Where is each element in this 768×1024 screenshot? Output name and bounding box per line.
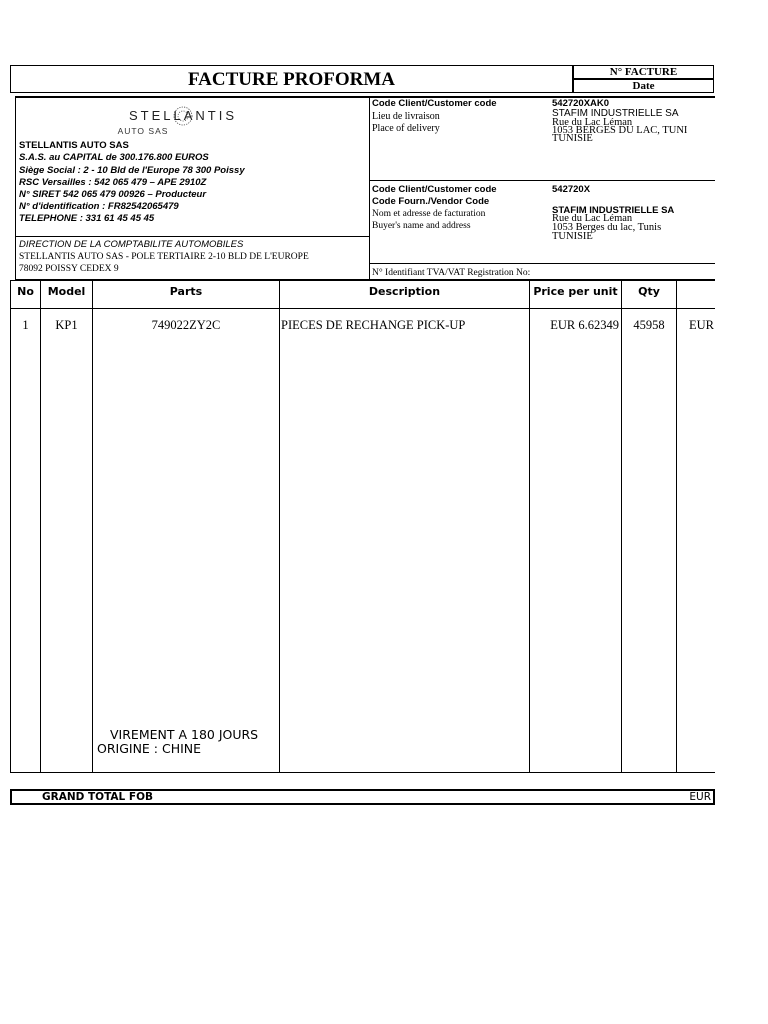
seller-line-3: RSC Versailles : 542 065 479 – APE 2910Z	[19, 177, 207, 188]
billing-name: STAFIM INDUSTRIELLE SA	[552, 205, 675, 216]
date-label: Date	[573, 79, 714, 93]
row-description: PIECES DE RECHANGE PICK-UP	[281, 318, 466, 332]
billing-buyer-label: Buyer's name and address	[372, 221, 471, 231]
delivery-country: TUNISIE	[552, 133, 593, 144]
row-price: EUR 6.62349	[550, 318, 619, 332]
seller-address-1: STELLANTIS AUTO SAS - POLE TERTIAIRE 2-10 BLD DE L'EUROPE	[19, 252, 309, 262]
seller-line-2: Siège Social : 2 - 10 Bld de l'Europe 78 300 Poissy	[19, 165, 245, 176]
delivery-place-label: Place of delivery	[372, 123, 440, 134]
header-block	[15, 96, 715, 280]
grand-total-currency: EUR	[689, 791, 711, 803]
delivery-name: STAFIM INDUSTRIELLE SA	[552, 108, 679, 119]
col-header-description: Description	[368, 285, 441, 298]
delivery-lieu-label: Lieu de livraison	[372, 111, 440, 122]
billing-code-label: Code Client/Customer code	[372, 184, 497, 195]
row-no: 1	[22, 318, 29, 332]
billing-city: 1053 Berges du lac, Tunis	[552, 222, 662, 233]
seller-company: STELLANTIS AUTO SAS	[19, 140, 129, 151]
row-qty: 45958	[633, 318, 665, 332]
col-header-parts: Parts	[169, 285, 203, 298]
delivery-code-value: 542720XAK0	[552, 98, 610, 109]
billing-nom-label: Nom et adresse de facturation	[372, 209, 486, 219]
page-title: FACTURE PROFORMA	[10, 65, 573, 93]
seller-line-6: TELEPHONE : 331 61 45 45 45	[19, 213, 155, 224]
delivery-street: Rue du Lac Léman	[552, 117, 633, 128]
billing-street: Rue du Lac Léman	[552, 213, 633, 224]
billing-vendor-label: Code Fourn./Vendor Code	[372, 196, 490, 207]
grand-total-label: GRAND TOTAL FOB	[42, 791, 153, 803]
seller-line-4: N° SIRET 542 065 479 00926 – Producteur	[19, 189, 207, 200]
delivery-code-label: Code Client/Customer code	[372, 98, 497, 109]
logo-subtitle: AUTO SAS	[117, 126, 169, 136]
delivery-city: 1053 BERGES DU LAC, TUNI	[552, 126, 688, 136]
seller-line-5: N° d'identification : FR82542065479	[19, 201, 179, 212]
col-header-price: Price per unit	[533, 285, 618, 298]
seller-line-1: S.A.S. au CAPITAL de 300.176.800 EUROS	[19, 152, 209, 163]
row-model: KP1	[55, 318, 78, 332]
row-parts: 749022ZY2C	[151, 318, 221, 332]
col-header-no: No	[17, 285, 34, 298]
note-origin: ORIGINE : CHINE	[97, 741, 202, 756]
vat-label: N° Identifiant TVA/VAT Registration No:	[372, 268, 531, 278]
row-total: EUR	[689, 318, 714, 332]
col-header-qty: Qty	[638, 285, 660, 298]
grand-total-row	[10, 789, 715, 805]
col-header-model: Model	[47, 285, 86, 298]
invoice-number-label: N° FACTURE	[573, 65, 714, 79]
billing-code-value: 542720X	[552, 184, 591, 195]
billing-country: TUNISIE	[552, 231, 593, 242]
note-payment-terms: VIREMENT A 180 JOURS	[110, 727, 259, 742]
stellantis-logo	[103, 104, 263, 138]
logo-wordmark: STELLANTIS	[128, 108, 238, 123]
seller-address-2: 78092 POISSY CEDEX 9	[19, 264, 119, 274]
seller-direction: DIRECTION DE LA COMPTABILITE AUTOMOBILES	[19, 239, 244, 250]
